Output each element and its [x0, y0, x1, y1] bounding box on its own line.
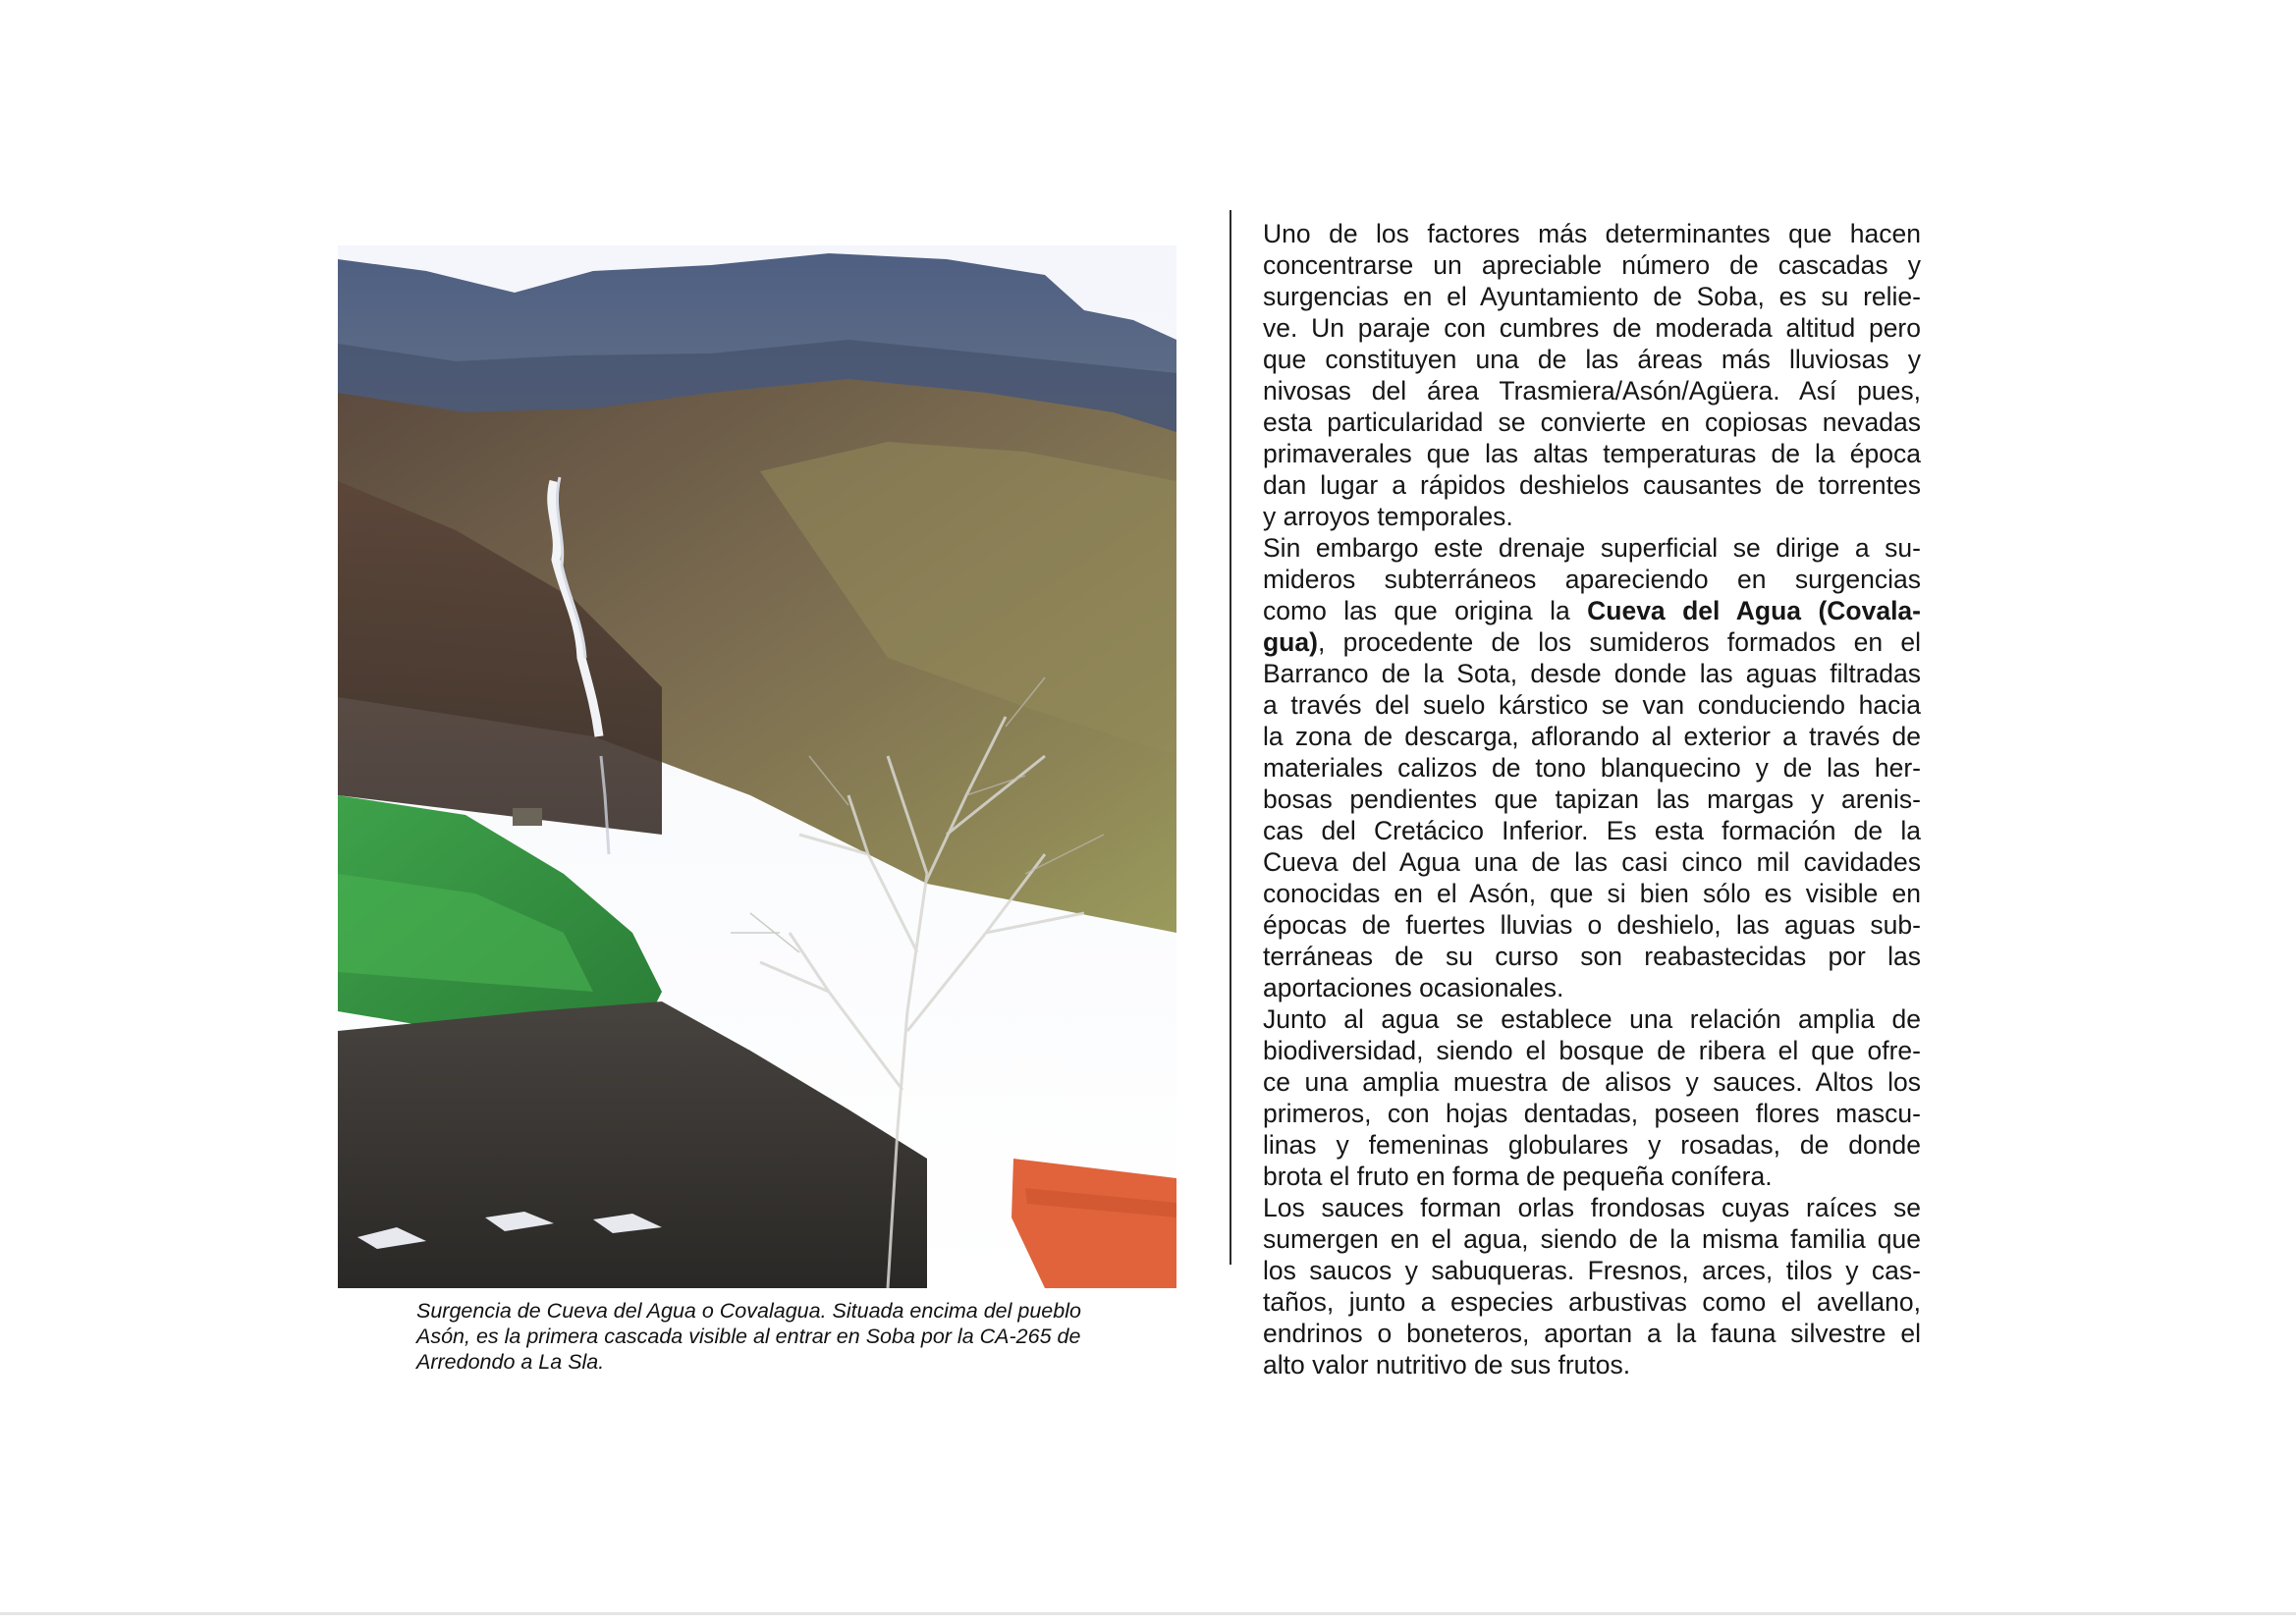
- caption-line: Surgencia de Cueva del Agua o Covalagua. Situada encima del pueblo: [416, 1299, 1081, 1323]
- text-run: Sin embargo este drenaje superficial se dirige a su-: [1263, 533, 1921, 563]
- text-run: terráneas de su curso son reabastecidas por las: [1263, 942, 1921, 971]
- article-line: [1263, 1035, 1921, 1066]
- text-run: como las que origina la: [1263, 596, 1588, 625]
- text-run: bosas pendientes que tapizan las margas y arenis-: [1263, 784, 1921, 814]
- text-run: biodiversidad, siendo el bosque de ribera el que ofre-: [1263, 1036, 1921, 1065]
- text-run: la zona de descarga, aflorando al exterior a través de: [1263, 722, 1921, 751]
- article-line: [1263, 469, 1921, 501]
- text-run: taños, junto a especies arbustivas como el avellano,: [1263, 1287, 1921, 1317]
- article-line: [1263, 1255, 1921, 1286]
- article-line: [1263, 972, 1921, 1003]
- article-line: [1263, 689, 1921, 721]
- article-line: [1263, 281, 1921, 312]
- caption-line: Asón, es la primera cascada visible al entrar en Soba por la CA-265 de: [416, 1325, 1081, 1348]
- text-run: ce una amplia muestra de alisos y sauces. Altos los: [1263, 1067, 1921, 1097]
- text-run: aportaciones ocasionales.: [1263, 973, 1564, 1002]
- text-run: nivosas del área Trasmiera/Asón/Agüera. Así pues,: [1263, 376, 1921, 406]
- text-run: linas y femeninas globulares y rosadas, de donde: [1263, 1130, 1921, 1160]
- article-line: [1263, 846, 1921, 878]
- text-run: alto valor nutritivo de sus frutos.: [1263, 1350, 1631, 1380]
- bold-term: Cueva del Agua (Covala-: [1587, 596, 1921, 625]
- article-line: [1263, 1192, 1921, 1223]
- caption-line: Arredondo a La Sla.: [416, 1350, 605, 1374]
- text-run: surgencias en el Ayuntamiento de Soba, es su relie-: [1263, 282, 1921, 311]
- article-text: [1263, 218, 1921, 1380]
- article-line: [1263, 406, 1921, 438]
- text-run: épocas de fuertes lluvias o deshielo, las aguas sub-: [1263, 910, 1921, 940]
- text-run: esta particularidad se convierte en copiosas nevadas: [1263, 407, 1921, 437]
- text-run: , procedente de los sumideros formados en el: [1317, 627, 1921, 657]
- column-divider: [1230, 210, 1231, 1265]
- article-line: [1263, 1286, 1921, 1318]
- waterfall-photo-illustration: [338, 245, 1176, 1288]
- article-line: [1263, 375, 1921, 406]
- article-line: [1263, 1003, 1921, 1035]
- article-line: [1263, 626, 1921, 658]
- text-run: a través del suelo kárstico se van conduciendo hacia: [1263, 690, 1921, 720]
- article-line: [1263, 501, 1921, 532]
- article-line: [1263, 1318, 1921, 1349]
- text-run: y arroyos temporales.: [1263, 502, 1513, 531]
- article-line: [1263, 1223, 1921, 1255]
- bold-term: gua): [1263, 627, 1318, 657]
- text-run: primaverales que las altas temperaturas de la época: [1263, 439, 1921, 468]
- text-run: los saucos y sabuqueras. Fresnos, arces, tilos y cas-: [1263, 1256, 1921, 1285]
- article-line: [1263, 249, 1921, 281]
- article-line: [1263, 218, 1921, 249]
- text-run: endrinos o boneteros, aportan a la fauna silvestre el: [1263, 1319, 1921, 1348]
- article-line: [1263, 438, 1921, 469]
- article-line: [1263, 532, 1921, 564]
- article-line: [1263, 1349, 1921, 1380]
- article-line: [1263, 752, 1921, 784]
- text-run: brota el fruto en forma de pequeña conífera.: [1263, 1162, 1773, 1191]
- waterfall-photo: [338, 245, 1176, 1288]
- text-run: Barranco de la Sota, desde donde las aguas filtradas: [1263, 659, 1921, 688]
- article-line: [1263, 721, 1921, 752]
- article-line: [1263, 878, 1921, 909]
- article-line: [1263, 784, 1921, 815]
- article-line: [1263, 658, 1921, 689]
- article-line: [1263, 941, 1921, 972]
- text-run: que constituyen una de las áreas más lluviosas y: [1263, 345, 1921, 374]
- scan-edge-line: [0, 1612, 2296, 1615]
- article-line: [1263, 909, 1921, 941]
- text-run: Los sauces forman orlas frondosas cuyas raíces se: [1263, 1193, 1921, 1222]
- text-run: sumergen en el agua, siendo de la misma familia que: [1263, 1224, 1921, 1254]
- text-run: conocidas en el Asón, que si bien sólo es visible en: [1263, 879, 1921, 908]
- text-run: Uno de los factores más determinantes que hacen: [1263, 219, 1921, 248]
- article-line: [1263, 815, 1921, 846]
- article-line: [1263, 1066, 1921, 1098]
- article-line: [1263, 344, 1921, 375]
- text-run: materiales calizos de tono blanquecino y de las her-: [1263, 753, 1921, 783]
- text-run: dan lugar a rápidos deshielos causantes de torrentes: [1263, 470, 1921, 500]
- text-run: mideros subterráneos apareciendo en surgencias: [1263, 565, 1921, 594]
- article-line: [1263, 595, 1921, 626]
- article-line: [1263, 564, 1921, 595]
- text-run: ve. Un paraje con cumbres de moderada altitud pero: [1263, 313, 1921, 343]
- photo-caption: [416, 1298, 1133, 1375]
- article-line: [1263, 312, 1921, 344]
- text-run: primeros, con hojas dentadas, poseen flores mascu-: [1263, 1099, 1921, 1128]
- text-run: Junto al agua se establece una relación amplia de: [1263, 1004, 1921, 1034]
- text-run: concentrarse un apreciable número de cascadas y: [1263, 250, 1921, 280]
- text-run: Cueva del Agua una de las casi cinco mil cavidades: [1263, 847, 1921, 877]
- text-run: cas del Cretácico Inferior. Es esta formación de la: [1263, 816, 1921, 845]
- article-line: [1263, 1129, 1921, 1161]
- article-line: [1263, 1098, 1921, 1129]
- article-line: [1263, 1161, 1921, 1192]
